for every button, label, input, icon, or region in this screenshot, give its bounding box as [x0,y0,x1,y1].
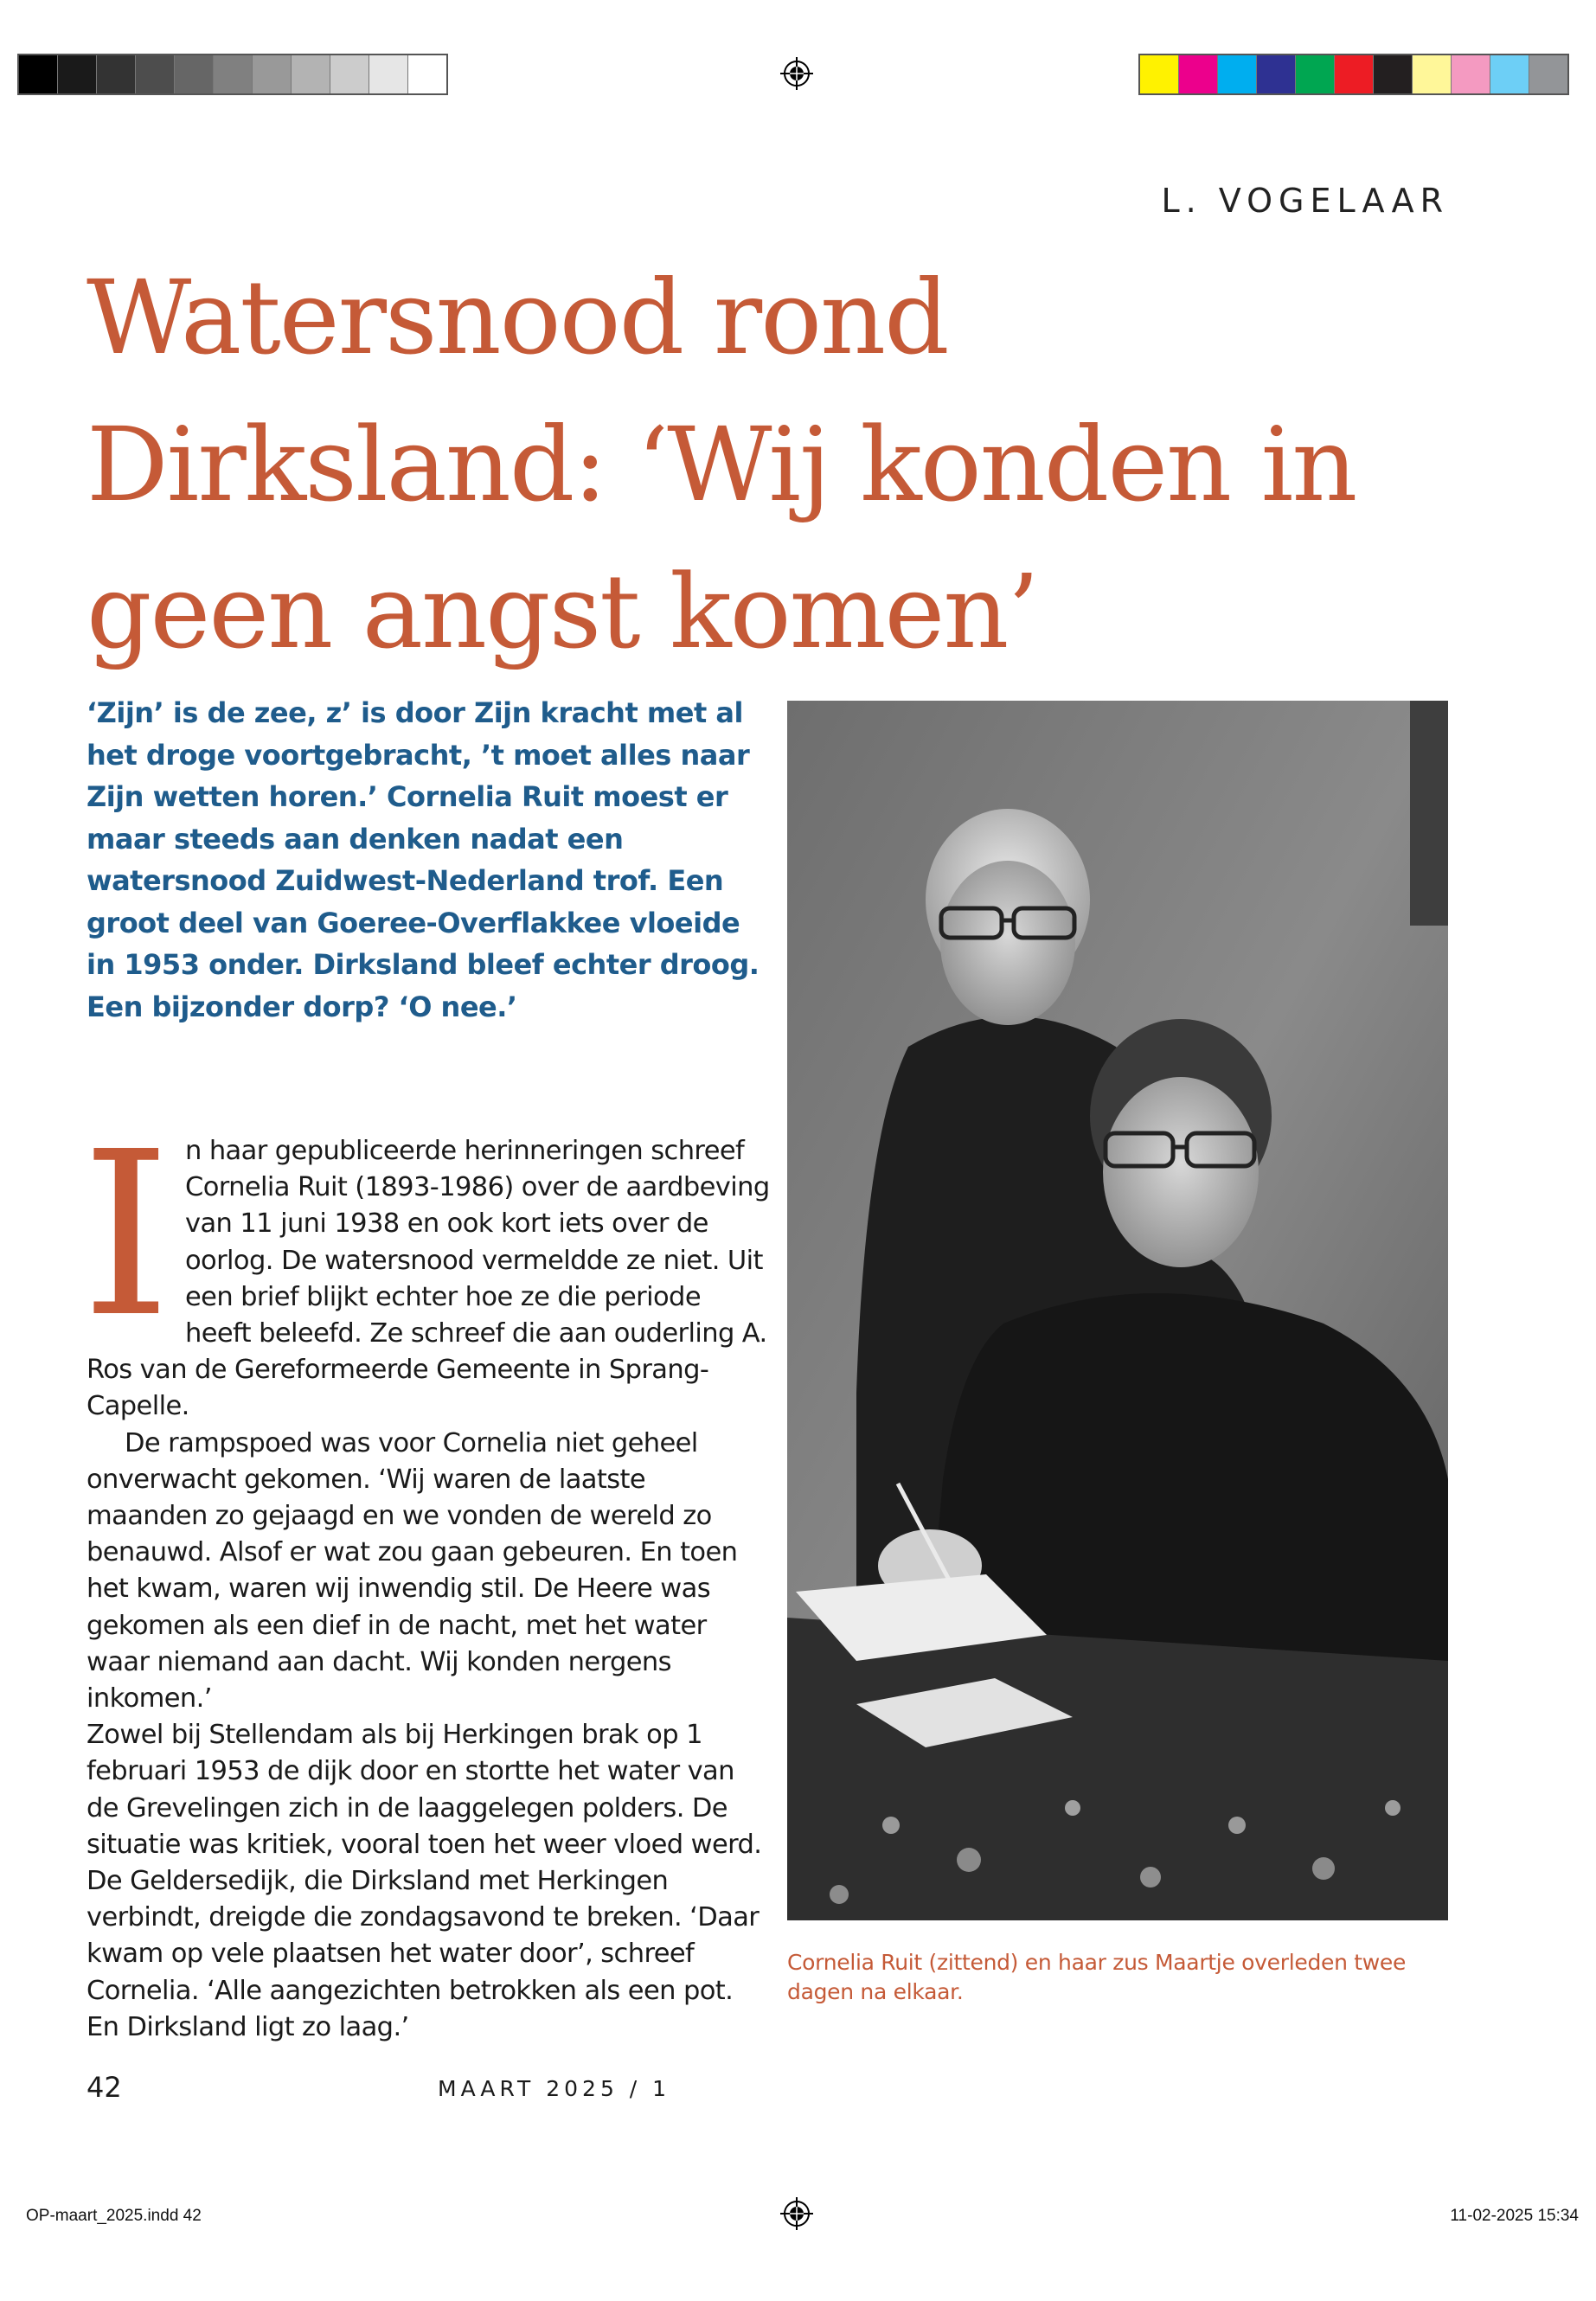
gray-swatch [136,55,175,93]
gray-swatch [408,55,446,93]
color-swatch [1179,55,1218,93]
historical-photo [787,701,1448,1920]
issue-label: MAART 2025 / 1 [438,2076,671,2101]
color-swatch [1529,55,1567,93]
color-swatch [1140,55,1179,93]
color-swatch [1490,55,1529,93]
gray-swatch [214,55,253,93]
color-swatch [1374,55,1413,93]
body-paragraph-3: Zowel bij Stellendam als bij Herkingen brak op 1 februari 1953 de dijk door en stortte het water van de Grevelingen zich in de laaggelegen polders. De situatie was kritiek, vooral toen het weer vloed werd. De Geldersedijk, die Dirksland met Herkingen verbindt, dreigde die zondagsavond te breken. ‘Daar kwam op vele plaatsen het water door’, schreef Cornelia. ‘Alle aangezichten betrokken als een pot. En Dirksland ligt zo laag.’ [87,1720,762,2042]
slug-date: 11-02-2025 15:34 [1450,2207,1579,2225]
article-lead: ‘Zijn’ is de zee, z’ is door Zijn kracht met al het droge voortgebracht, ’t moet alles naar Zijn wetten horen.’ Cornelia Ruit moest er maar steeds aan denken nadat een watersnood Zuidwest-Nederland trof. Een groot deel van Goeree-Overflakkee vloeide in 1953 onder. Dirksland bleef echter droog. Een bijzonder dorp? ‘O nee.’ [87,696,760,1023]
gray-swatch [369,55,408,93]
drop-cap: I [81,1103,170,1367]
registration-mark-icon [780,57,813,90]
color-swatch [1296,55,1335,93]
gray-swatch [97,55,136,93]
photo-caption: Cornelia Ruit (zittend) en haar zus Maartje overleden twee dagen na elkaar. [787,1950,1407,2004]
color-calibration-bar [1138,54,1569,95]
color-swatch [1452,55,1490,93]
article-body [81,1103,770,2046]
page-number: 42 [87,2071,122,2104]
gray-swatch [330,55,369,93]
color-swatch [1413,55,1452,93]
gray-swatch [253,55,292,93]
registration-mark-bottom-icon [780,2197,813,2230]
gray-swatch [175,55,214,93]
article-title: Watersnood rond Dirksland: ‘Wij konden in geen angst komen’ [87,258,1356,671]
color-swatch [1218,55,1257,93]
body-paragraph-1: n haar gepubliceerde herinneringen schreef Cornelia Ruit (1893-1986) over de aardbeving van 11 juni 1938 en ook kort iets over de oorlog. De watersnood vermeldde ze niet. Uit een brief blijkt echter hoe ze die periode heeft beleefd. Ze schreef die aan ouderling A. Ros van de Gereformeerde Gemeente in Sprang-Capelle. [87,1136,770,1422]
color-swatch [1335,55,1374,93]
color-swatch [1257,55,1296,93]
gray-swatch [292,55,330,93]
gray-swatch [19,55,58,93]
body-paragraph-2: De rampspoed was voor Cornelia niet geheel onverwacht gekomen. ‘Wij waren de laatste maanden zo gejaagd en we vonden de wereld zo benauwd. Alsof er wat zou gaan gebeuren. En toen het kwam, waren wij inwendig stil. De Heere was gekomen als een dief in de nacht, met het water waar niemand aan dacht. Wij konden nergens inkomen.’ [87,1427,738,1715]
gray-swatch [58,55,97,93]
slug-file-name: OP-maart_2025.indd 42 [26,2207,202,2225]
grayscale-calibration-bar [17,54,448,95]
author-name: L. VOGELAAR [1161,182,1449,220]
